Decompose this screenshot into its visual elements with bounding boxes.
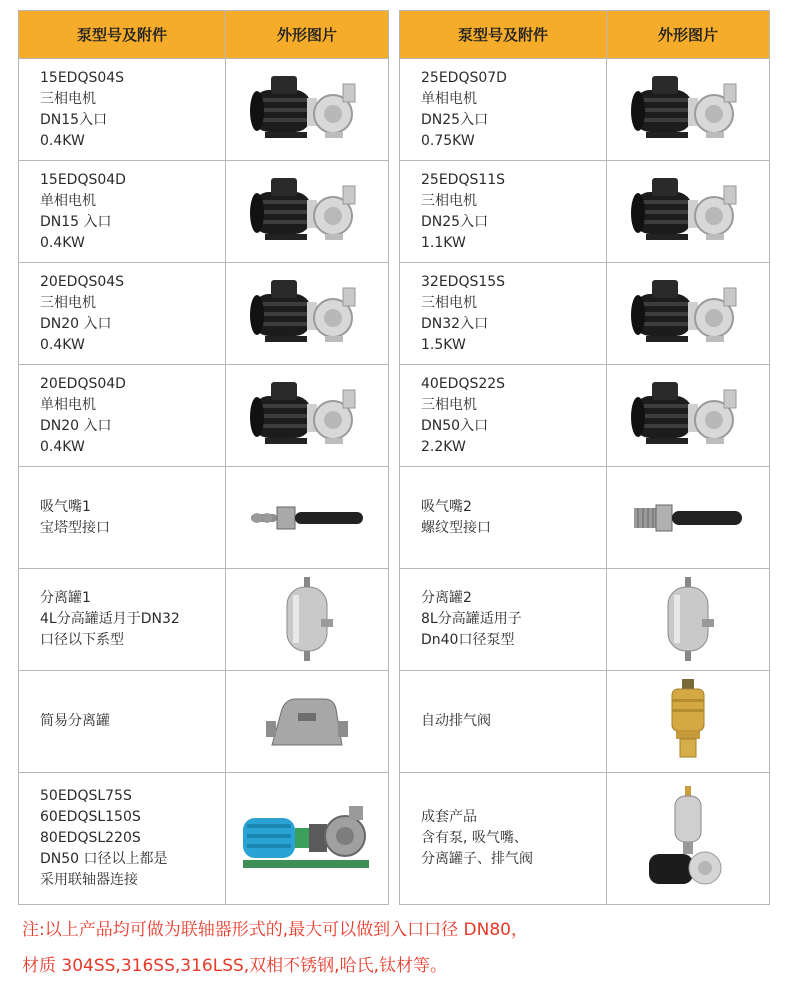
description-line: 40EDQS22S <box>421 375 506 392</box>
table-row <box>400 569 770 671</box>
description-line: 4L分高罐适月于DN32 <box>40 611 180 627</box>
product-photo <box>607 59 770 161</box>
description-line: 宝塔型接口 <box>40 519 110 536</box>
description-line: 单相电机 <box>40 192 96 209</box>
description-line: 50EDQSL75S <box>40 788 132 804</box>
table-row <box>400 59 770 161</box>
description-line: 单相电机 <box>40 396 96 413</box>
table-row <box>19 671 389 773</box>
description-line: DN15入口 <box>40 111 108 128</box>
product-photo <box>226 365 389 467</box>
footnote-line-1: 注:以上产品均可做为联轴器形式的,最大可以做到入口口径 DN80， <box>22 920 528 940</box>
product-description <box>400 569 607 671</box>
simple-tank-image <box>226 687 388 757</box>
product-description <box>19 569 226 671</box>
product-photo <box>607 365 770 467</box>
product-photo <box>226 59 389 161</box>
description-line: 口径以下系型 <box>40 632 124 648</box>
pump-image <box>607 70 769 150</box>
product-description <box>400 365 607 467</box>
product-photo <box>226 569 389 671</box>
description-line: Dn40口径泵型 <box>421 632 515 648</box>
description-line: 含有泵, 吸气嘴、 <box>421 830 528 846</box>
description-line: 0.4KW <box>40 132 85 149</box>
footnote <box>22 912 528 984</box>
product-description <box>19 59 226 161</box>
product-description <box>19 365 226 467</box>
nozzle-barbed-image <box>226 493 388 543</box>
description-line: 25EDQS07D <box>421 69 507 86</box>
description-line: DN50 口径以上都是 <box>40 851 168 867</box>
header-model: 泵型号及附件 <box>400 11 607 59</box>
product-photo <box>607 161 770 263</box>
description-line: 分离罐1 <box>40 590 91 606</box>
table-row <box>19 365 389 467</box>
product-photo <box>226 773 389 905</box>
product-photo <box>607 467 770 569</box>
description-line: 0.4KW <box>40 234 85 251</box>
description-line: 三相电机 <box>421 396 477 413</box>
table-row <box>19 59 389 161</box>
brass-valve-image <box>607 677 769 767</box>
description-line: 60EDQSL150S <box>40 809 141 825</box>
pump-image <box>607 274 769 354</box>
product-photo <box>226 467 389 569</box>
header-picture: 外形图片 <box>226 11 389 59</box>
product-description <box>400 773 607 905</box>
table-row <box>19 773 389 905</box>
description-line: 8L分高罐适用子 <box>421 611 522 627</box>
header-picture: 外形图片 <box>607 11 770 59</box>
header-model: 泵型号及附件 <box>19 11 226 59</box>
pump-image <box>607 172 769 252</box>
nozzle-threaded-image <box>607 493 769 543</box>
description-line: 吸气嘴2 <box>421 498 472 515</box>
description-line: 15EDQS04D <box>40 171 126 188</box>
footnote-line-2: 材质 304SS,316SS,316LSS,双相不锈钢,哈氏,钛材等。 <box>22 956 447 976</box>
right-table <box>399 10 770 905</box>
product-photo <box>607 671 770 773</box>
table-row <box>19 569 389 671</box>
pump-image <box>226 172 388 252</box>
description-line: 螺纹型接口 <box>421 519 491 536</box>
description-line: DN32入口 <box>421 315 489 332</box>
product-description <box>400 161 607 263</box>
product-description <box>19 671 226 773</box>
description-line: DN15 入口 <box>40 213 112 230</box>
description-line: 80EDQSL220S <box>40 830 141 846</box>
description-line: DN20 入口 <box>40 417 112 434</box>
product-photo <box>607 569 770 671</box>
product-description <box>400 59 607 161</box>
product-description <box>400 671 607 773</box>
product-description <box>19 467 226 569</box>
pump-image <box>226 376 388 456</box>
tank-image <box>226 575 388 665</box>
pump-set-image <box>607 784 769 894</box>
description-line: 1.5KW <box>421 336 466 353</box>
description-line: 分离罐子、排气阀 <box>421 851 533 867</box>
product-photo <box>226 671 389 773</box>
description-line: 1.1KW <box>421 234 466 251</box>
product-photo <box>226 161 389 263</box>
product-description <box>19 161 226 263</box>
table-row <box>400 263 770 365</box>
description-line: 吸气嘴1 <box>40 498 91 515</box>
product-photo <box>607 263 770 365</box>
description-line: 0.4KW <box>40 438 85 455</box>
description-line: 简易分离罐 <box>40 713 110 729</box>
description-line: 25EDQS11S <box>421 171 506 188</box>
description-line: 采用联轴器连接 <box>40 872 138 888</box>
description-line: 自动排气阀 <box>421 713 491 729</box>
description-line: 三相电机 <box>421 294 477 311</box>
table-row <box>19 263 389 365</box>
description-line: 分离罐2 <box>421 590 472 606</box>
description-line: 20EDQS04S <box>40 273 125 290</box>
table-row <box>400 671 770 773</box>
product-description <box>400 263 607 365</box>
pump-image <box>226 70 388 150</box>
table-row <box>400 161 770 263</box>
description-line: DN25入口 <box>421 213 489 230</box>
description-line: DN20 入口 <box>40 315 112 332</box>
table-row <box>400 365 770 467</box>
product-description <box>19 263 226 365</box>
description-line: DN25入口 <box>421 111 489 128</box>
product-description <box>19 773 226 905</box>
coupled-pump-image <box>226 794 388 884</box>
table-row <box>19 161 389 263</box>
product-description <box>400 467 607 569</box>
description-line: DN50入口 <box>421 417 489 434</box>
description-line: 三相电机 <box>40 90 96 107</box>
table-row <box>19 467 389 569</box>
description-line: 2.2KW <box>421 438 466 455</box>
description-line: 0.4KW <box>40 336 85 353</box>
description-line: 20EDQS04D <box>40 375 126 392</box>
table-row <box>400 773 770 905</box>
description-line: 32EDQS15S <box>421 273 506 290</box>
description-line: 0.75KW <box>421 132 475 149</box>
description-line: 单相电机 <box>421 90 477 107</box>
product-photo <box>226 263 389 365</box>
table-row <box>400 467 770 569</box>
pump-image <box>607 376 769 456</box>
description-line: 成套产品 <box>421 809 477 825</box>
description-line: 三相电机 <box>421 192 477 209</box>
product-photo <box>607 773 770 905</box>
description-line: 三相电机 <box>40 294 96 311</box>
product-tables <box>18 10 770 905</box>
pump-image <box>226 274 388 354</box>
description-line: 15EDQS04S <box>40 69 125 86</box>
tank-image <box>607 575 769 665</box>
left-table <box>18 10 389 905</box>
